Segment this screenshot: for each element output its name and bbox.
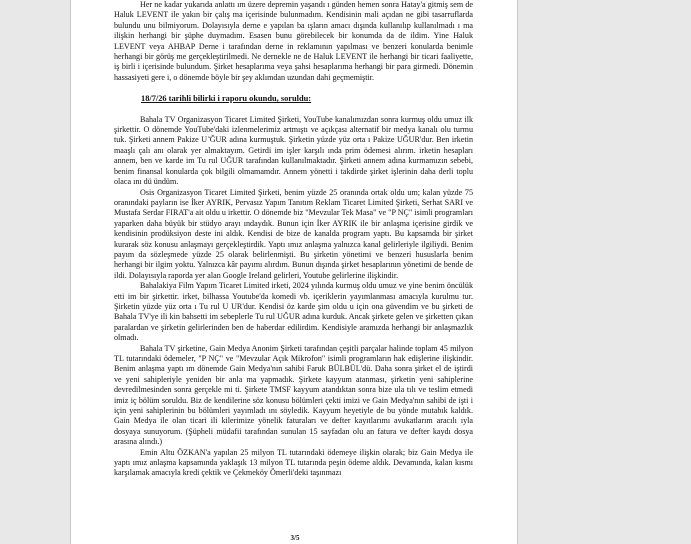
document-body (114, 0, 473, 479)
paragraph-6: Emin Altu ÖZKAN'a yapılan 25 milyon TL tutarındaki ödemeye ilişkin olarak; biz Gain Medya ile yaptı ımız anlaşma kapsamında yaklaşık 13 milyon TL tutarında peşin ödeme aldık. Devamında, kalan kısmı karşılamak amacıyla kredi çektik ve Çekmeköy Ömerli'deki taşınmazı (114, 447, 473, 478)
document-page (70, 0, 518, 544)
paragraph-5: Bahala TV şirketine, Gain Medya Anonim Şirketi tarafından çeşitli parçalar halinde toplam 45 milyon TL tutarındaki ödemeler, "P NÇ" ve "Mevzular Açık Mikrofon" isimli programların hak edişlerine ilişkindir. Benim anlaşma yaptı ım dönemde Gain Medya'nın sahibi Faruk BÜLBÜL'dü. Daha sonra şirket el de iştirdi ve yeni sahipleriyle yeniden bir anla ma yapmadık. Şirkete kayyum atanması, şirketin yeni sahiplerine devredilmesinden sonra gerçekle mi ti. Şirkete TMSF kayyum atandıktan sonra bize ula tılı ve teslim etmedi imiz iç bölüm soruldu. Biz de kendilerine söz konusu bölümleri çekti imizi ve Gain Medya'nın sahibi de işti i için yeni sahiplerinin bu bölümleri yayımladı ını söyledik. Kayyum heyetiyle de bu yönde mutabık kaldık. Gain Medya ile olan ticari ili kilerimize yönelik faturaları ve defter kayıtlarımı avukatlarım aracılı ıyla dosyaya sunuyorum. (Şüpheli müdafii tarafından sunulan 15 sayfadan olu an fatura ve defter kaydı dosya arasına alındı.) (114, 343, 473, 447)
page-number: 3/5 (290, 534, 300, 542)
paragraph-2: Bahala TV Organizasyon Ticaret Limited Şirketi, YouTube kanalımızdan sonra kurmuş oldu umuz ilk şirkettir. O dönemde YouTube'daki izlenmelerimiz artmıştı ve açıkçası alternatif bir medya kanalı olu turmu tuk. Şirketi annem Pakize U ̆ĞUR adına kurmuştuk. Şirketin yüzde yüz orta ı Pakize UĞUR'dur. Ben irketin maaşlı çalı anı olarak yer almaktayım. Getirdi im işler karşılı ında prim ödemesi alırım. irketin hesapları annem, ben ve karde im Tu rul UĞUR tarafından kullanılmaktadır. Şirketi annem adına kurmamızın sebebi, benim finansal konularda çok bilgili olmamamdır. Annem yönetti i takdirde şirket işlerinin daha derli toplu olaca ını dü ündüm. (114, 114, 473, 187)
paragraph-1: Her ne kadar yukarıda anlattı ım üzere depremin yaşandı ı günden hemen sonra Hatay'a gitmiş sem de Haluk LEVENT ile yakın bir çalış ma içerisinde bulunmadım. Kendisinin mali açıdan ne gibi tasarruflarda bulundu unu bilmiyorum. Dolayısıyla derne e yapılan ba ışların amacı dışında kullanılıp kullanılmadı ı ma ilişkin herhangi bir şüphe duymadım. Esasen bunu görebilecek bir konumda da de ildim. Yine Haluk LEVENT veya AHBAP Derne i tarafından derne in reklamının yapılması ve benzeri konularda benimle herhangi bir görüş me gerçekleştirilmedi. Ne dernekle ne de Haluk LEVENT ile herhangi bir ticari faaliyette, iş birli i içerisinde bulundum. Şirket hesaplarıma veya şahsi hesaplarıma herhangi bir para girmedi. Dönemin hassasiyeti gere i, o dönemde böyle bir şey aklımdan uzundan dahi geçmemiştir. (114, 0, 473, 82)
section-heading: 18/7/26 tarihli bilirki i raporu okundu, soruldu: (141, 94, 312, 104)
paragraph-4: Bahalakiya Film Yapım Ticaret Limited irketi, 2024 yılında kurmuş oldu umuz ve yine benim öncülük etti im bir şirkettir. irket, bilhassa Youtube'da komedi vb. içeriklerin yayımlanması amacıyla kurulmu tur. Şirketin yüzde yüz orta ı Tu rul U UR'dur. Kendisi öz karde şim oldu u için ona güvendim ve bu şirketi de Bahala TV'ye ili kin bahsetti im sebeplerle Tu rul UĞUR adına kurduk. Ancak şirkete gelen ve şirketten çıkan paralardan ve şirketin gelirlerinden ben de haberdar edilirdim. Kendisiyle aramızda herhangi bir anlaşmazlık olmadı. (114, 281, 473, 343)
paragraph-3: Osis Organizasyon Ticaret Limited Şirketi, benim yüzde 25 oranında ortak oldu um; kalan yüzde 75 oranındaki payların ise İker AYRIK, Pervasız Yapım Tanıtım Reklam Ticaret Limited Şirketi, Serhat SARI ve Mustafa Serdar FIRAT'a ait oldu u irkettir. O dönemde biz "Mevzular Tek Masa" ve "P NÇ" isimli programları yaparken daha büyük bir stüdyo arayı ındaydık. Bunun için İker AYRIK ile bir anlaşma içerisine girdik ve kendisinin prodüksiyon deste ini aldık. Kendisi de bize de kanalda program yaptı. Bu kapsamda bir şirket kurarak söz konusu anlaşmayı gerçekleştirdik. Yaptı ımız anlaşma yalnızca kanal gelirleriyle ilgiliydi. Benim payım da sözleşmede yüzde 25 olarak belirlenmişti. Bu şirketin yönetimi ve benzeri hususlarla benim herhangi bir ilgim yoktu. Yalnızca kâr payımı alırdım. Bunun dışında şirket hesaplarının yönetimi de bende de ildi. Dolayısıyla raporda yer alan Google Ireland gelirleri, Youtube gelirlerine ilişkindir. (114, 187, 473, 280)
